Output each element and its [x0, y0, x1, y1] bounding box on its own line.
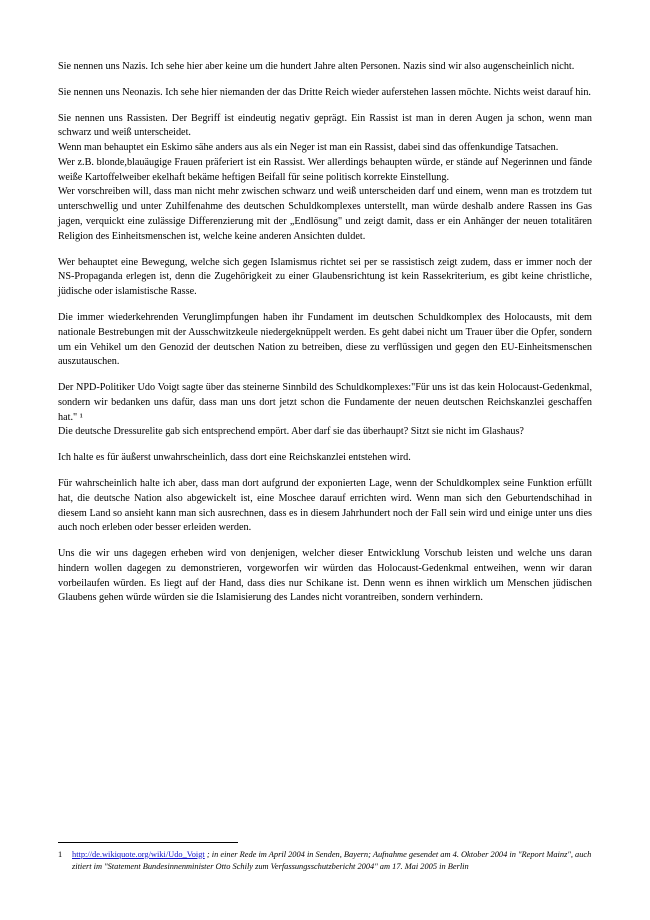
paragraph: Die immer wiederkehrenden Verunglimpfungen haben ihr Fundament im deutschen Schuldkomplex des Holocausts, mit dem nationale Bestrebungen mit der Ausschwitzkeule niedergeknüppelt werden. Es geht dabei nicht um Trauer über die Opfer, sondern um ein Vehikel um den Genozid der deutschen Nation zu betreiben, diese zu verflüssigen und gegen den EU-Einheitsmenschen auszutauschen. [58, 311, 592, 368]
paragraph: Sie nennen uns Rassisten. Der Begriff ist eindeutig negativ geprägt. Ein Rassist ist man in deren Augen ja schon, wenn man schwarz und weiß unterscheidet. Wenn man behauptet ein Eskimo sähe anders aus als ein Neger ist man ein Rassist, dabei sind das offenkundige Tatsachen. Wer z.B. blonde,blauäugige Frauen präferiert ist ein Rassist. Wer allerdings behaupten würde, er stände auf Negerinnen und fände weiße Kartoffelweiber ekelhaft bekäme heftigen Beifall für seine politisch korrekte Einstellung. Wer vorschreiben will, dass man nicht mehr zwischen schwarz und weiß unterscheiden darf und einem, wenn man es trotzdem tut unterschwellig und unter Zuhilfenahme des deutschen Schuldkomplexes unterstellt, man würde deshalb andere Rassen ins Gas jagen, verquickt eine zulässige Differenzierung mit der „Endlösung" und zeigt damit, dass er ein Anhänger der neuen totalitären Religion des Einheitsmenschen ist, welche keine anderen Ansichten duldet. [58, 112, 592, 242]
footnote-text [72, 849, 592, 874]
paragraph: Ich halte es für äußerst unwahrscheinlich, dass dort eine Reichskanzlei entstehen wird. [58, 452, 411, 464]
paragraph: Wer behauptet eine Bewegung, welche sich gegen Islamismus richtet sei per se rassistisch zeigt zudem, dass er immer noch der NS-Propaganda erlegen ist, denn die Zugehörigkeit zu einer Glaubensrichtung ist kein Rassekriterium, es gibt keine christliche, jüdische oder islamistische Rasse. [58, 256, 592, 298]
paragraph: Sie nennen uns Nazis. Ich sehe hier aber keine um die hundert Jahre alten Personen. Nazis sind wir also augenscheinlich nicht. [58, 61, 575, 72]
paragraph: Sie nennen uns Neonazis. Ich sehe hier niemanden der das Dritte Reich wieder auferstehen lassen möchte. Nichts weist darauf hin. [58, 86, 591, 98]
paragraph: Für wahrscheinlich halte ich aber, dass man dort aufgrund der exponierten Lage, wenn der Schuldkomplex seine Funktion erfüllt hat, die deutsche Nation also abgewickelt ist, eine Moschee darauf errichten wird. Wenn man sich den Geburtendschihad in diesem Land so ansieht kann man sich ausrechnen, dass es in diesem Jahrhundert noch der Fall sein wird und einige unter uns dies auch noch erleben oder besser erleiden werden. [58, 477, 592, 534]
paragraph: Uns die wir uns dagegen erheben wird von denjenigen, welcher dieser Entwicklung Vorschub leisten und welche uns daran hindern wollen dagegen zu demonstrieren, vorgeworfen wir würden das Holocaust-Gedenkmal entweihen, wenn wir daran vorbeilaufen würden. Es liegt auf der Hand, dass dies nur Schikane ist. Denn wenn es ihnen wirklich um Menschen jüdischen Glaubens gehen würde würden sie die Islamisierung des Landes nicht vorantreiben, sondern verhindern. [58, 548, 592, 604]
footnote-number: 1 [58, 849, 63, 859]
footnote-separator [58, 842, 238, 843]
paragraph: Der NPD-Politiker Udo Voigt sagte über das steinerne Sinnbild des Schuldkomplexes:"Für uns ist das kein Holocaust-Gedenkmal, sondern wir bedanken uns dafür, dass man uns dort jetzt schon die Fundamente der neuen deutschen Reichskanzlei geschaffen hat." ¹ Die deutsche Dressurelite gab sich entsprechend empört. Aber darf sie das überhaupt? Sitzt sie nicht im Glashaus? [58, 382, 592, 438]
footnote-link[interactable]: http://de.wikiquote.org/wiki/Udo_Voigt [72, 849, 205, 859]
document-body [58, 60, 592, 606]
footnote-citation: ; in einer Rede im April 2004 in Senden, Bayern; Aufnahme gesendet am 4. Oktober 2004 in "Report Mainz", auch zitiert im "Statement Bundesinnenminister Otto Schily zum Verfassungsschutzbericht 2004" am 17. Mai 2005 in Berlin [72, 849, 592, 872]
footnote-area [58, 842, 592, 874]
footnote [58, 849, 592, 874]
